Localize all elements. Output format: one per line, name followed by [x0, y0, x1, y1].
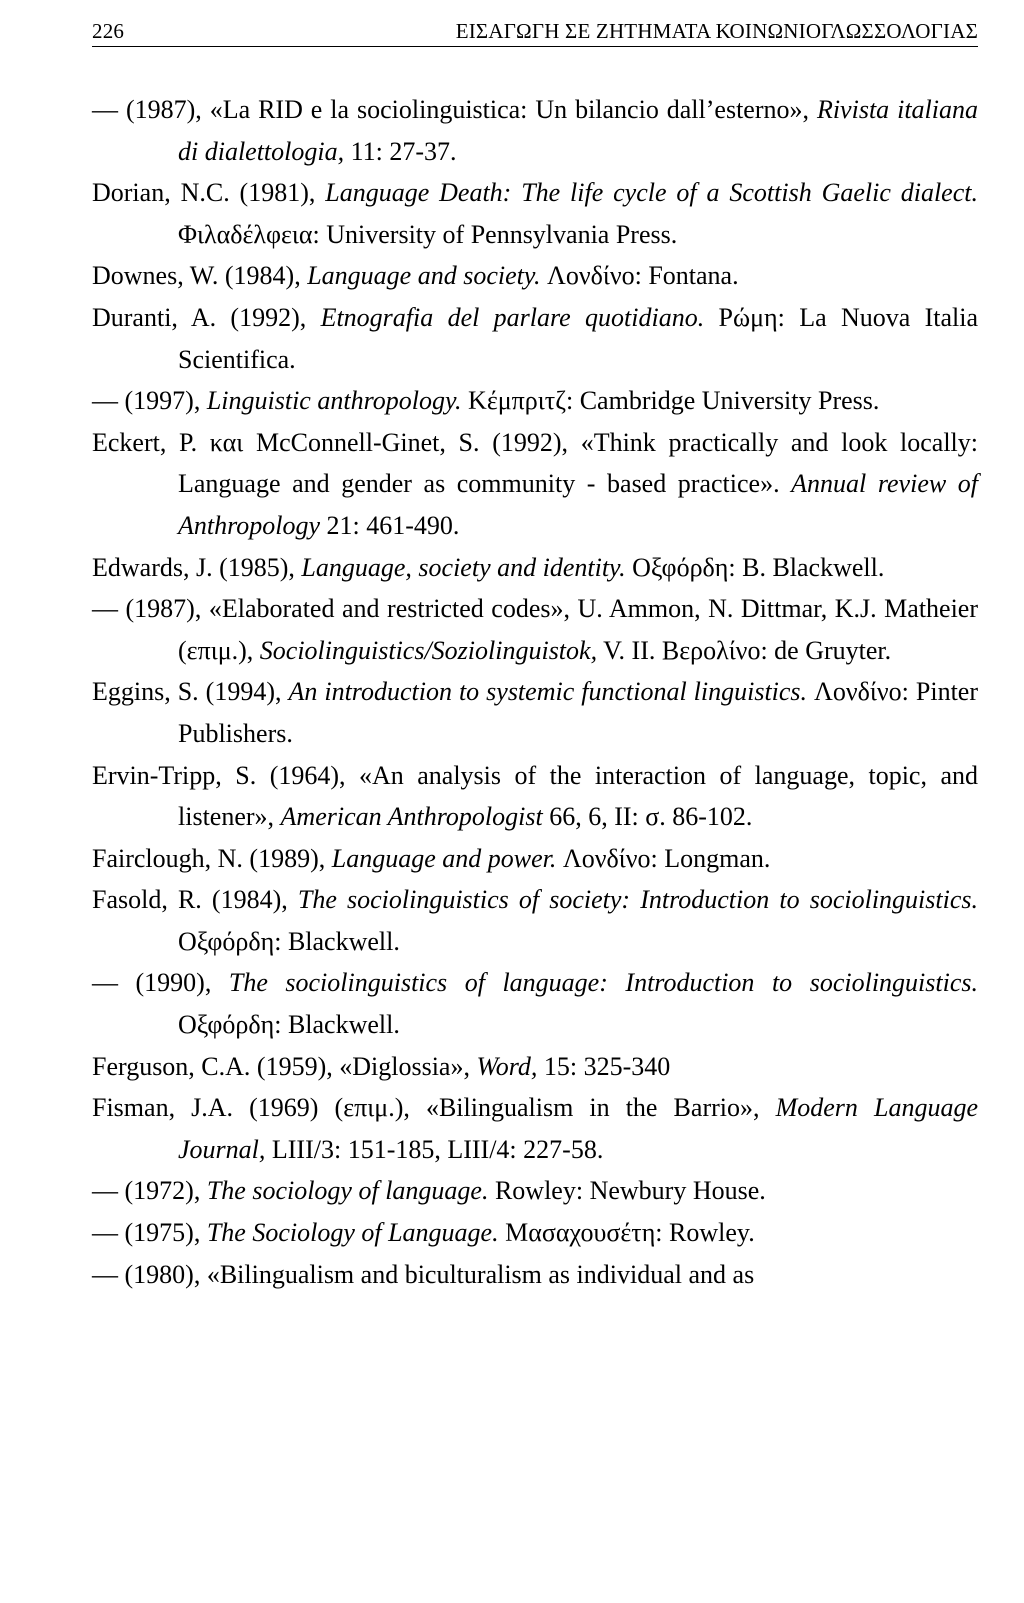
bibliography-list [92, 89, 978, 1295]
reference-entry [92, 297, 978, 380]
reference-text: Οξφόρδη: Blackwell. [178, 926, 400, 956]
reference-text: LIII/3: 151-185, LIII/4: 227-58. [265, 1134, 604, 1164]
reference-text: — (1990), [92, 968, 229, 998]
reference-text: 66, 6, II: σ. 86-102. [542, 802, 753, 832]
reference-text: — (1975), [92, 1218, 207, 1248]
reference-title: The Sociology of Language. [206, 1218, 499, 1248]
reference-text: Rowley: Newbury House. [488, 1176, 766, 1206]
reference-title: Language Death: The life cycle of a Scottish Gaelic dialect. [325, 178, 978, 208]
reference-title: Annual review of Anthropology [178, 469, 979, 540]
reference-text: — (1997), [92, 386, 207, 416]
reference-entry [92, 838, 978, 880]
reference-title: The sociology of language. [206, 1176, 489, 1206]
reference-entry [92, 380, 978, 422]
running-title: ΕΙΣΑΓΩΓΗ ΣΕ ΖΗΤΗΜΑΤΑ ΚΟΙΝΩΝΙΟΓΛΩΣΣΟΛΟΓΙΑΣ [455, 19, 978, 43]
reference-title: Modern Language Journal, [178, 1093, 978, 1164]
reference-text: Ρώμη: La Nuova Italia Scientifica. [178, 302, 978, 374]
reference-entry [92, 172, 978, 255]
reference-title: Etnografia del parlare quotidiano. [320, 302, 705, 332]
reference-text: V. II. Βερολίνο: de Gruyter. [597, 635, 892, 665]
reference-text: Μασαχουσέτη: Rowley. [498, 1218, 755, 1248]
reference-text: Φιλαδέλφεια: University of Pennsylvania Press. [178, 219, 678, 249]
reference-text: 21: 461-490. [320, 510, 460, 540]
reference-entry [92, 547, 978, 589]
reference-text: Λονδίνο: Pinter Publishers. [178, 677, 978, 748]
reference-title: An introduction to systemic functional linguistics. [288, 677, 808, 707]
reference-text: Οξφόρδη: Blackwell. [178, 1010, 400, 1040]
reference-title: Language and society. [307, 261, 541, 291]
reference-title: Rivista italiana di dialettologia, [178, 95, 979, 166]
reference-entry [92, 1170, 978, 1212]
reference-text: Edwards, J. (1985), [92, 552, 302, 582]
reference-text: Dorian, N.C. (1981), [92, 178, 326, 208]
reference-text: — (1987), «La RID e la sociolinguistica: Un bilancio dall’esterno», [92, 95, 817, 124]
reference-text: — (1980), «Bilingualism and biculturalism as individual and as [92, 1259, 755, 1289]
reference-entry [92, 1212, 978, 1254]
reference-text: Λονδίνο: Longman. [556, 843, 771, 873]
reference-text: Eggins, S. (1994), [92, 677, 289, 707]
reference-text: 11: 27-37. [344, 136, 457, 166]
reference-text: 15: 325-340 [537, 1051, 671, 1081]
reference-text: Fisman, J.A. (1969) (επιμ.), «Bilingualism in the Barrio», [92, 1093, 776, 1123]
reference-entry [92, 962, 978, 1045]
reference-title: Word, [476, 1051, 538, 1081]
reference-text: Fasold, R. (1984), [92, 885, 298, 915]
reference-entry [92, 89, 978, 172]
reference-title: The sociolinguistics of society: Introduction to sociolinguistics. [297, 885, 978, 915]
reference-entry [92, 588, 978, 671]
reference-entry [92, 1046, 978, 1088]
reference-title: Language and power. [331, 843, 557, 873]
reference-title: Sociolinguistics/Soziolinguistok, [259, 635, 598, 665]
reference-title: Linguistic anthropology. [206, 386, 462, 416]
reference-entry [92, 1254, 978, 1296]
reference-entry [92, 671, 978, 754]
reference-title: The sociolinguistics of language: Introduction to sociolinguistics. [228, 968, 978, 998]
running-header [92, 18, 978, 47]
reference-entry [92, 755, 978, 838]
reference-text: Duranti, A. (1992), [92, 302, 321, 332]
reference-entry [92, 1087, 978, 1170]
reference-text: Fairclough, N. (1989), [92, 843, 332, 873]
reference-text: — (1972), [92, 1176, 207, 1206]
reference-text: Ferguson, C.A. (1959), «Diglossia», [92, 1051, 477, 1081]
reference-title: American Anthropologist [280, 802, 543, 832]
reference-text: Οξφόρδη: B. Blackwell. [625, 552, 885, 582]
reference-text: Downes, W. (1984), [92, 261, 308, 291]
reference-entry [92, 879, 978, 962]
reference-title: Language, society and identity. [301, 552, 626, 582]
reference-entry [92, 422, 978, 547]
reference-text: Eckert, P. και McConnell-Ginet, S. (1992), «Think practically and look locally: Language and gender as community - based practice». [92, 427, 978, 499]
reference-text: Λονδίνο: Fontana. [540, 261, 739, 291]
reference-text: Ervin-Tripp, S. (1964), «An analysis of the interaction of language, topic, and listener», [92, 760, 978, 832]
reference-entry [92, 255, 978, 297]
reference-text: — (1987), «Elaborated and restricted codes», U. Ammon, N. Dittmar, K.J. Matheier (επιμ.), [92, 594, 978, 665]
page-number: 226 [92, 19, 125, 43]
reference-text: Κέμπριτζ: Cambridge University Press. [461, 386, 880, 416]
